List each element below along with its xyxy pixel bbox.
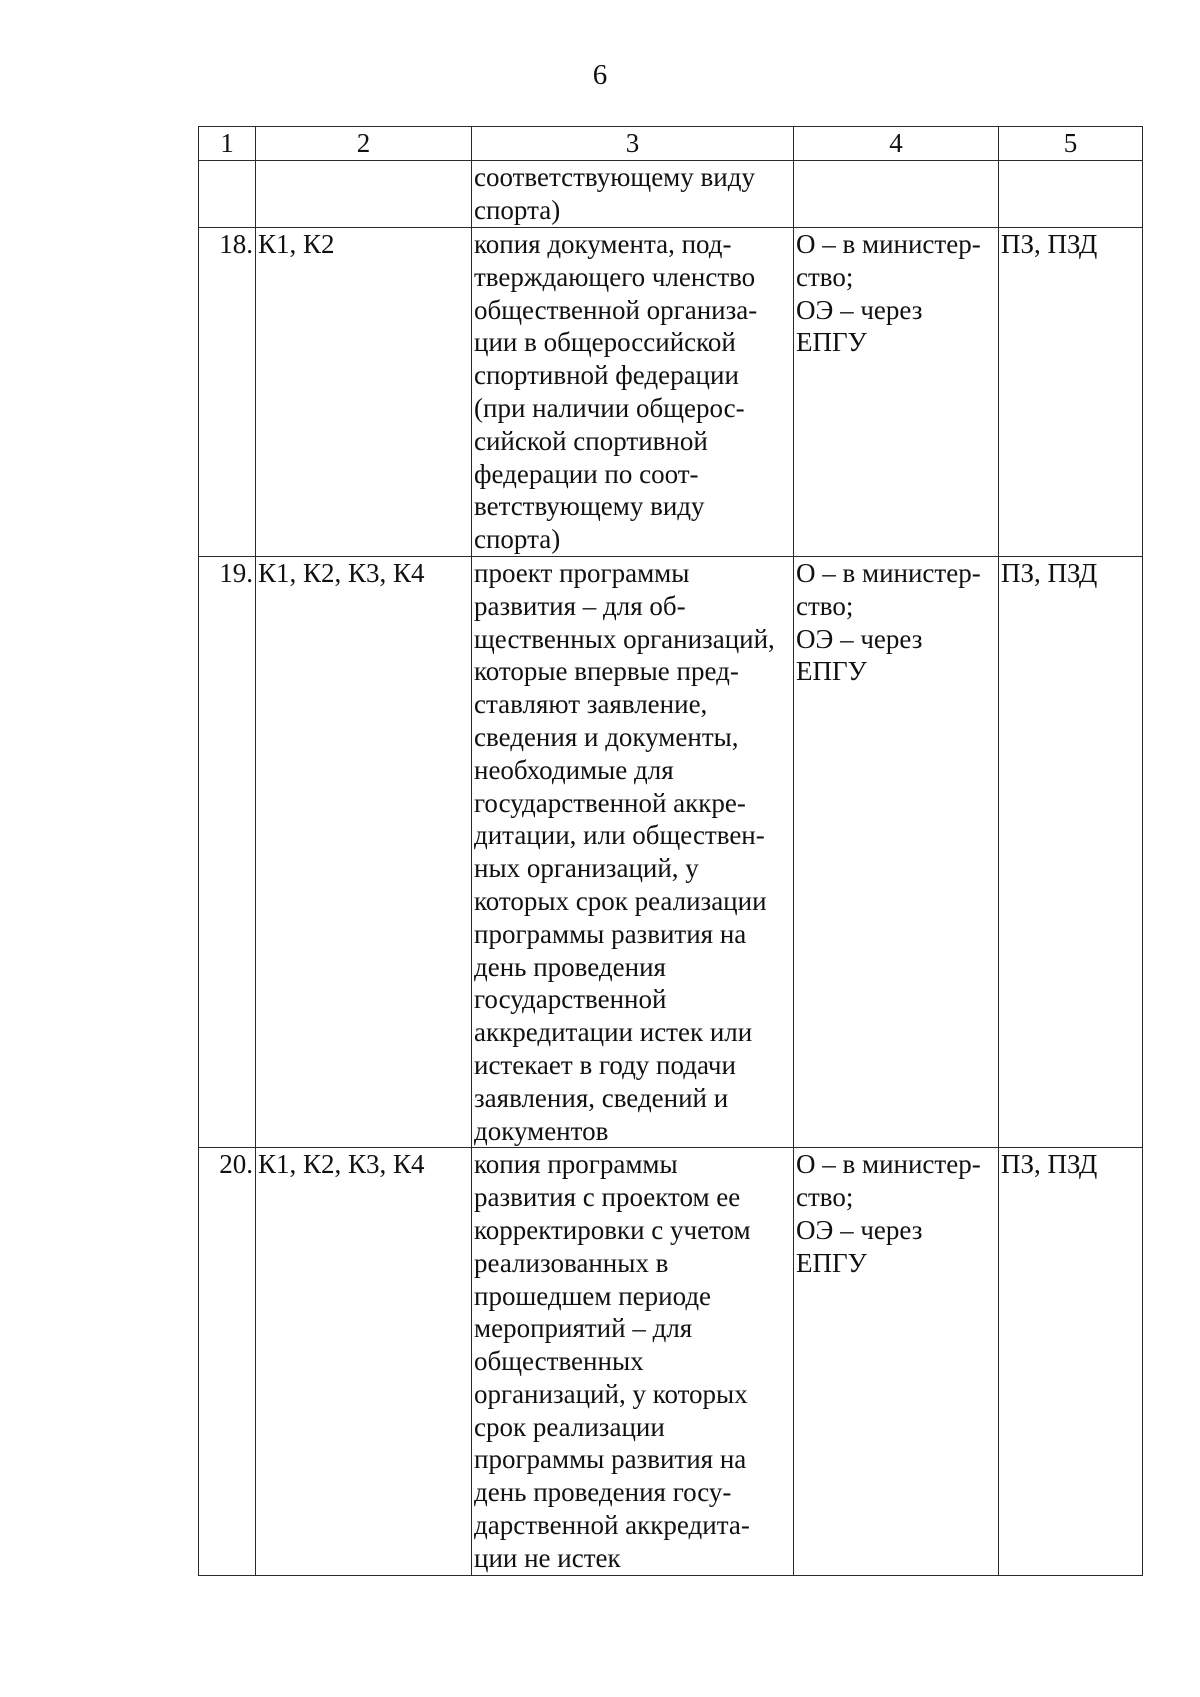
submission-method-cell: [794, 1148, 999, 1575]
column-header: 1: [199, 127, 256, 161]
description-line: ции не истек: [474, 1542, 621, 1573]
row-number: 19.: [199, 556, 256, 1147]
table-row: [199, 1148, 1143, 1575]
column-header: 3: [472, 127, 794, 161]
column-header: 5: [999, 127, 1143, 161]
description-line: государственной аккре-: [474, 787, 746, 818]
description-cell: [472, 1148, 794, 1575]
description-line: спорта): [474, 194, 561, 225]
description-line: которых срок реализации: [474, 885, 767, 916]
description-line: соответствующему виду: [474, 162, 755, 192]
method-line: О – в министер-: [796, 229, 981, 259]
table-header-row: [199, 127, 1143, 161]
description-cell: [472, 228, 794, 557]
description-line: сийской спортивной: [474, 425, 708, 456]
description-line: необходимые для: [474, 754, 674, 785]
description-line: общественной организа-: [474, 294, 758, 325]
description-line: спортивной федерации: [474, 360, 739, 391]
description-line: заявления, сведений и: [474, 1082, 729, 1113]
description-line: федерации по соот-: [474, 458, 699, 489]
description-line: дитации, или обществен-: [474, 820, 765, 851]
description-line: которые впервые пред-: [474, 656, 739, 687]
description-line: тверждающего членство: [474, 261, 756, 292]
description-line: организаций, у которых: [474, 1378, 748, 1409]
method-line: ОЭ – через: [796, 294, 923, 325]
description-line: копия программы: [474, 1149, 678, 1180]
table-cell: [999, 161, 1143, 228]
description-line: дарственной аккредита-: [474, 1510, 750, 1541]
method-line: ство;: [796, 590, 854, 621]
description-line: корректировки с учетом: [474, 1214, 751, 1245]
description-line: день проведения: [474, 951, 666, 982]
submission-method-cell: [794, 556, 999, 1147]
description-line: программы развития на: [474, 1444, 747, 1475]
table-row: [199, 228, 1143, 557]
method-line: О – в министер-: [796, 557, 981, 588]
description-line: государственной: [474, 984, 667, 1015]
requirements-table: [198, 126, 1143, 1576]
description-cell: [472, 161, 794, 228]
description-cell: [472, 556, 794, 1147]
row-number: 18.: [199, 228, 256, 557]
method-line: ЕПГУ: [796, 656, 867, 687]
description-line: ции в общероссийской: [474, 327, 736, 358]
description-line: аккредитации истек или: [474, 1017, 753, 1048]
description-line: документов: [474, 1115, 609, 1146]
description-line: реализованных в: [474, 1247, 669, 1278]
description-line: щественных организаций,: [474, 623, 775, 654]
table-cell: [256, 161, 472, 228]
description-line: ветствующему виду: [474, 491, 705, 522]
method-line: ОЭ – через: [796, 623, 923, 654]
table-row: [199, 556, 1143, 1147]
description-line: ставляют заявление,: [474, 689, 708, 720]
description-line: мероприятий – для: [474, 1313, 693, 1344]
table-cell: [199, 161, 256, 228]
method-line: ство;: [796, 1182, 854, 1213]
description-line: ных организаций, у: [474, 853, 699, 884]
method-line: О – в министер-: [796, 1149, 981, 1180]
method-line: ЕПГУ: [796, 1247, 867, 1278]
method-line: ЕПГУ: [796, 327, 867, 358]
column-header: 4: [794, 127, 999, 161]
criteria-codes: К1, К2: [256, 228, 472, 557]
row-number: 20.: [199, 1148, 256, 1575]
description-line: развития – для об-: [474, 590, 686, 621]
criteria-codes: К1, К2, К3, К4: [256, 556, 472, 1147]
basis-cell: ПЗ, ПЗД: [999, 1148, 1143, 1575]
page-number: 6: [592, 59, 608, 91]
description-line: программы развития на: [474, 918, 747, 949]
description-line: сведения и документы,: [474, 721, 739, 752]
continuation-row: [199, 161, 1143, 228]
description-line: спорта): [474, 524, 561, 555]
submission-method-cell: [794, 228, 999, 557]
description-line: проект программы: [474, 557, 690, 588]
description-line: истекает в году подачи: [474, 1049, 736, 1080]
description-line: копия документа, под-: [474, 229, 732, 259]
description-line: срок реализации: [474, 1411, 665, 1442]
basis-cell: ПЗ, ПЗД: [999, 556, 1143, 1147]
method-line: ство;: [796, 261, 854, 292]
table-cell: [794, 161, 999, 228]
criteria-codes: К1, К2, К3, К4: [256, 1148, 472, 1575]
basis-cell: ПЗ, ПЗД: [999, 228, 1143, 557]
description-line: общественных: [474, 1346, 644, 1377]
method-line: ОЭ – через: [796, 1214, 923, 1245]
column-header: 2: [256, 127, 472, 161]
description-line: прошедшем периоде: [474, 1280, 712, 1311]
description-line: развития с проектом ее: [474, 1182, 741, 1213]
description-line: день проведения госу-: [474, 1477, 732, 1508]
description-line: (при наличии общерос-: [474, 392, 745, 423]
